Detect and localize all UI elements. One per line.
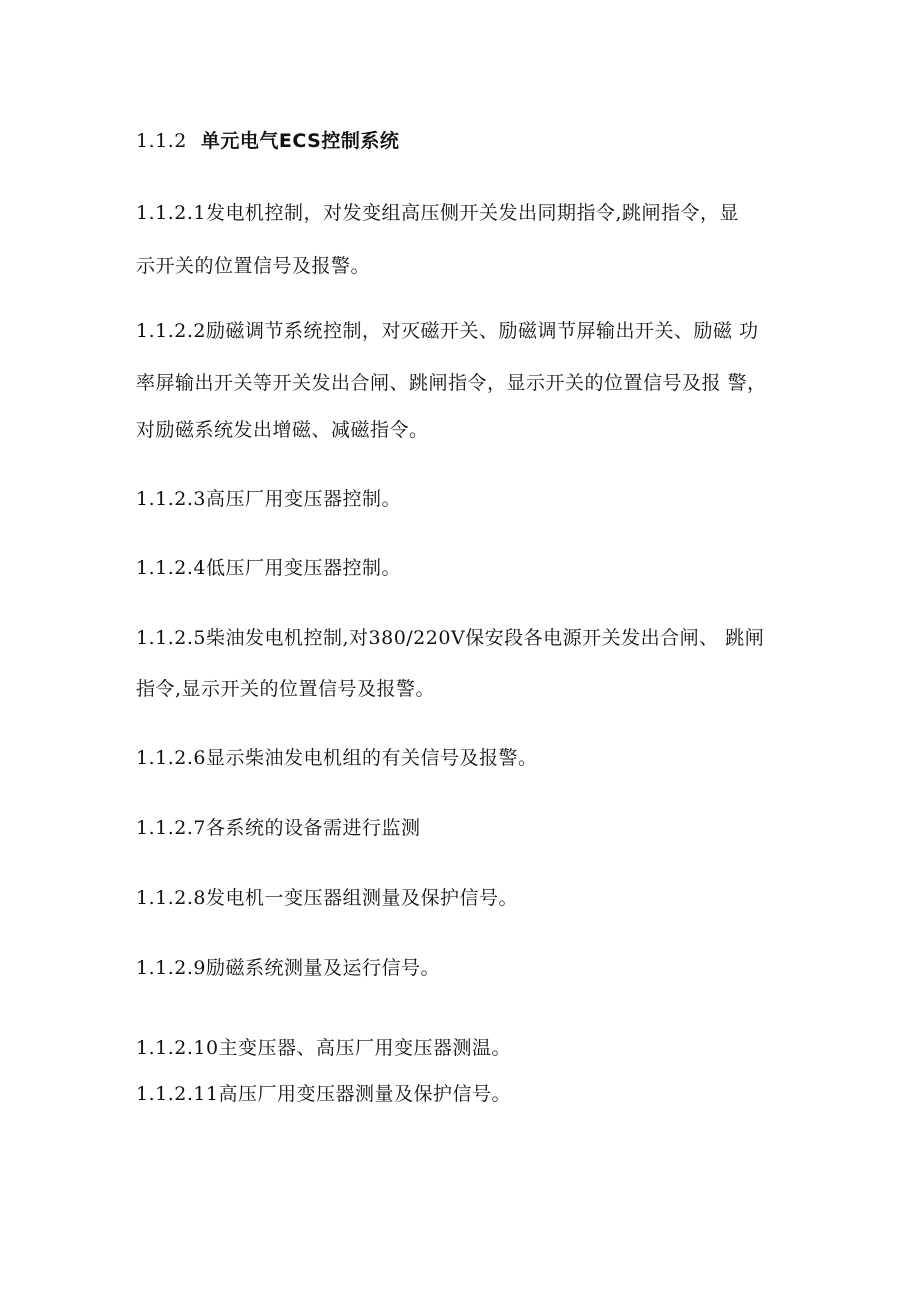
paragraph-line: 1.1.2.3高压厂用变压器控制。 (136, 488, 401, 510)
section-number: 1.1.2 (136, 130, 187, 152)
paragraph-line: 1.1.2.7各系统的设备需进行监测 (136, 817, 421, 839)
paragraph-line: 1.1.2.2励磁调节系统控制，对灭磁开关、励磁调节屏输出开关、励磁 功 (136, 320, 759, 342)
paragraph-line: 1.1.2.5柴油发电机控制,对380/220V保安段各电源开关发出合闸、 跳闸 (136, 627, 765, 649)
paragraph-line: 1.1.2.9励磁系统测量及运行信号。 (136, 957, 440, 979)
paragraph-line: 1.1.2.8发电机一变压器组测量及保护信号。 (136, 887, 518, 909)
paragraph-line: 1.1.2.4低压厂用变压器控制。 (136, 557, 401, 579)
paragraph-line: 对励磁系统发出增磁、减磁指令。 (136, 419, 429, 441)
paragraph-line: 1.1.2.1发电机控制，对发变组高压侧开关发出同期指令,跳闸指令，显 (136, 202, 740, 224)
section-title: 单元电气ECS控制系统 (200, 130, 400, 152)
paragraph-line: 1.1.2.6显示柴油发电机组的有关信号及报警。 (136, 747, 538, 769)
paragraph-line: 1.1.2.10主变压器、高压厂用变压器测温。 (136, 1037, 512, 1059)
paragraph-line: 1.1.2.11高压厂用变压器测量及保护信号。 (136, 1083, 512, 1105)
paragraph-line: 示开关的位置信号及报警。 (136, 255, 371, 277)
paragraph-line: 率屏输出开关等开关发出合闸、跳闸指令，显示开关的位置信号及报 警， (136, 372, 767, 394)
section-heading (136, 129, 399, 153)
paragraph-line: 指令,显示开关的位置信号及报警。 (136, 678, 436, 700)
